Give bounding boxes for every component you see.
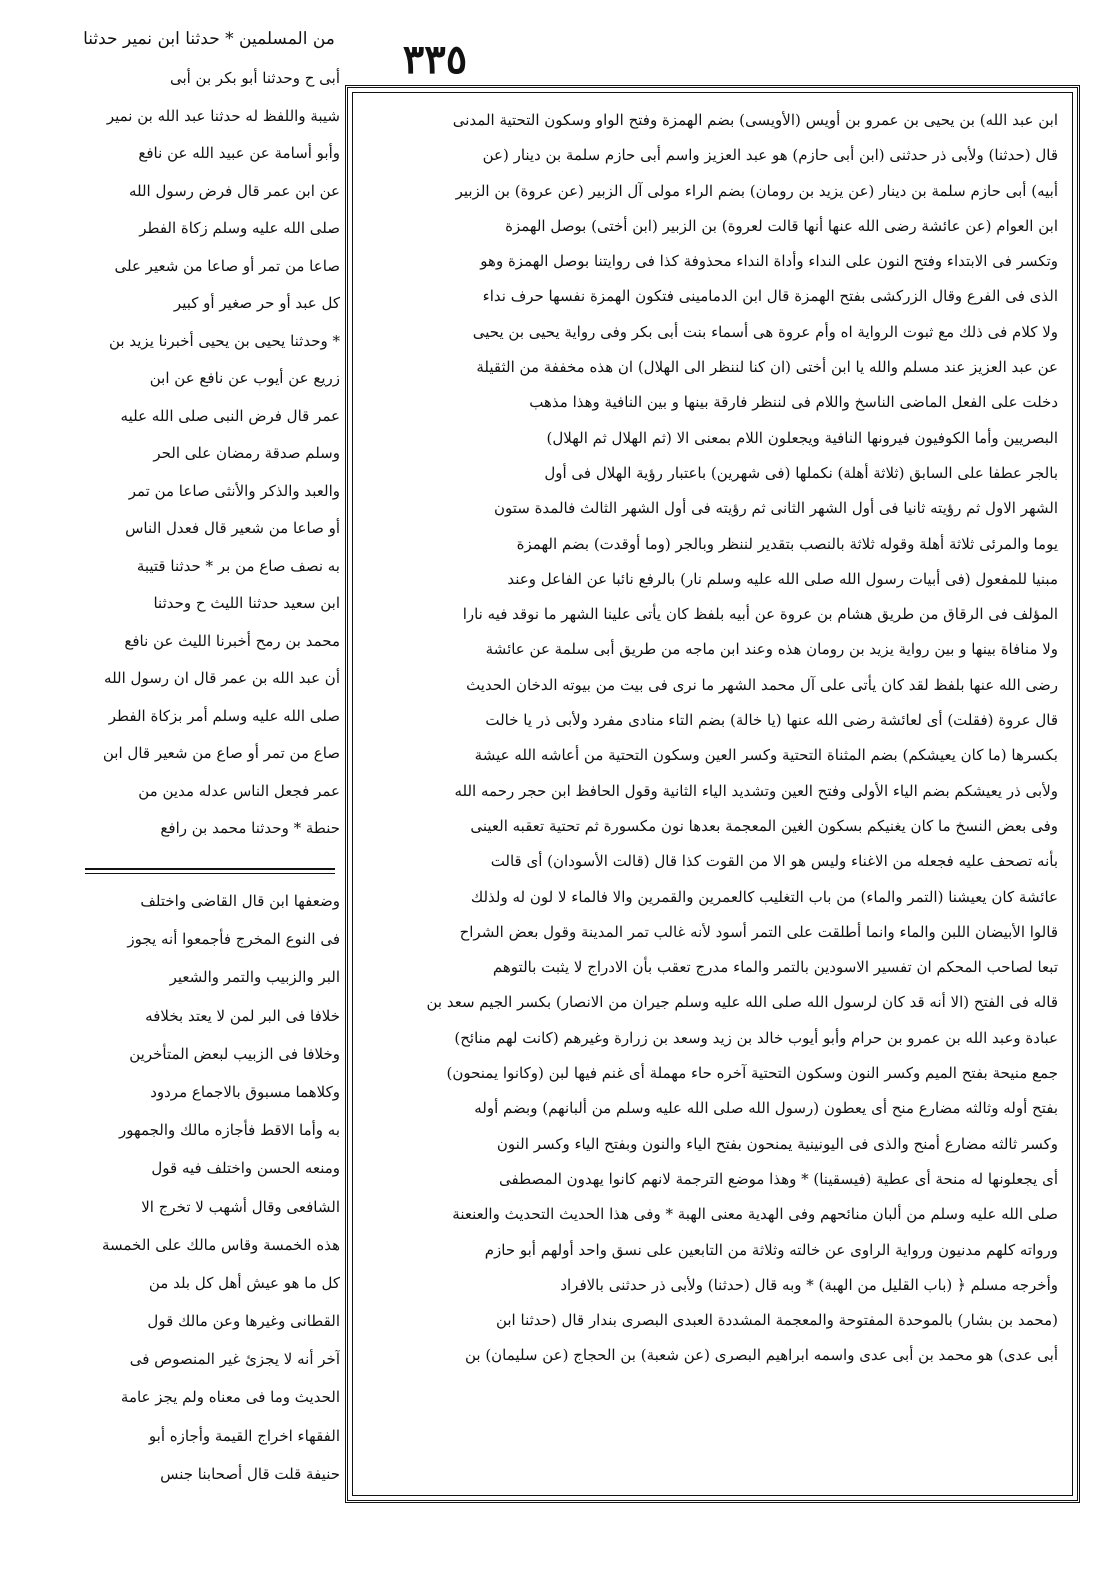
side-commentary-line: آخر أنه لا يجزئ غير المنصوص فى [129,1350,340,1369]
side-text-line: صلى الله عليه وسلم زكاة الفطر [139,219,340,237]
page-number: ٣٣٥ [402,36,468,83]
main-text-line: عبادة وعبد الله بن عمرو بن حرام وأبو أيوب خالد بن زيد وسعد بن زرارة وغيرهم (كانت لهم منائح) [454,1028,1058,1047]
side-text-line: أو صاعا من شعير قال فعدل الناس [125,519,340,537]
side-commentary-line: الحديث وما فى معناه ولم يجز عامة [120,1388,340,1407]
side-text-line: حنطة * وحدثنا محمد بن رافع [160,819,340,837]
side-text-line: محمد بن رمح أخبرنا الليث عن نافع [124,631,340,650]
main-text-line: جمع منيحة بفتح الميم وكسر النون وسكون التحتية آخره حاء مهملة أى غنم فيها لبن (وكانوا يمنحون) [446,1064,1058,1083]
side-header: من المسلمين * حدثنا ابن نمير حدثنا [83,29,335,49]
side-text-line: عمر قال فرض النبى صلى الله عليه [120,406,340,425]
side-commentary-line: وضعفها ابن قال القاضى واختلف [140,892,340,910]
main-text-frame [345,85,1080,1503]
side-text-line: كل عبد أو حر صغير أو كبير [173,294,340,312]
main-text-line: بفتح أوله وثالثه مضارع منح أى يعطون (رسول الله صلى الله عليه وسلم من ألبانهم) وبضم أوله [474,1099,1058,1118]
side-commentary-line: وخلافا فى الزبيب لبعض المتأخرين [129,1044,340,1063]
main-text-line: عن عبد العزيز عند مسلم والله يا ابن أختى (ان كنا لننظر الى الهلال) ان هذه مخففة من الثقيلة [476,358,1058,377]
side-commentary-line: هذه الخمسة وقاس مالك على الخمسة [101,1235,340,1254]
main-text-line: (محمد بن بشار) بالموحدة المفتوحة والمعجمة المشددة العبدى البصرى بندار قال (حدثنا ابن [495,1311,1058,1330]
main-text-line: مبنيا للمفعول (فى أبيات رسول الله صلى الله عليه وسلم نار) بالرفع نائبا عن الفاعل وعند [507,569,1058,588]
side-column-bottom [78,882,340,1522]
main-text-line: ابن العوام (عن عائشة رضى الله عنها أنها قالت لعروة) بن الزبير (ابن أختى) بوصل الهمزة [505,216,1058,235]
side-divider-thin [85,873,335,874]
side-text-line: أن عبد الله بن عمر قال ان رسول الله [104,669,340,687]
main-text-line: تبعا لصاحب المحكم ان تفسير الاسودين بالتمر والماء مدرج تعقب بأن الادراج لا يثبت بالتوهم [492,958,1058,977]
main-text-line: الذى فى الفرع وقال الزركشى بفتح الهمزة قال ابن الدمامينى فتكون الهمزة نفسها حرف نداء [482,287,1058,306]
main-text-line: أى يجعلونها له منحة أى عطية (فيسقينا) * وهذا موضع الترجمة لانهم كانوا يهدون المصطفى [499,1169,1058,1188]
side-text-line: صاع من تمر أو صاع من شعير قال ابن [102,744,340,762]
main-text-line: قالوا الأبيضان اللبن والماء وانما أطلقت على التمر أسود لأنه غالب تمر المدينة وقول بعض الشراح [459,922,1058,941]
side-text-line: شيبة واللفظ له حدثنا عبد الله بن نمير [106,106,340,125]
main-text-body [352,92,1073,1496]
side-commentary-line: القطانى وغيرها وعن مالك قول [147,1312,340,1331]
main-text-line: أبيه) أبى حازم سلمة بن دينار (عن يزيد بن رومان) بضم الراء مولى آل الزبير (عن عروة) بن الزبير [455,181,1058,200]
main-text-line: رضى الله عنها بلفظ لقد كان يأتى على آل محمد الشهر ما نرى فى بيت من بيوته الدخان الحديث [466,675,1058,694]
main-text-line: وأخرجه مسلم ﴿ (باب القليل من الهبة) * وبه قال (حدثنا) ولأبى ذر حدثنى بالافراد [560,1275,1058,1294]
main-text-line: دخلت على الفعل الماضى الناسخ واللام فى لننظر فارقة بينها و بين النافية وهذا مذهب [529,393,1058,412]
side-text-line: به نصف صاع من بر * حدثنا قتيبة [136,556,340,575]
main-text-line: صلى الله عليه وسلم من ألبان منائحهم وفى الهدية معنى الهبة * وفى هذا الحديث التحديث والعنعنة [452,1205,1058,1224]
side-text-line: عن ابن عمر قال فرض رسول الله [128,181,340,200]
main-text-line: وفى بعض النسخ ما كان يغنيكم بسكون الغين المعجمة بعدها نون مكسورة ثم تحتية تعقبه العينى [470,816,1058,835]
side-commentary-line: البر والزبيب والتمر والشعير [169,968,340,987]
side-commentary-line: الشافعى وقال أشهب لا تخرج الا [141,1197,340,1216]
side-text-line: والعبد والذكر والأنثى صاعا من تمر [128,481,340,500]
main-text-line: قاله فى الفتح (الا أنه قد كان لرسول الله صلى الله عليه وسلم جيران من الانصار) بكسر الجيم سعد بن [426,993,1058,1012]
side-commentary-line: كل ما هو عيش أهل كل بلد من [148,1273,340,1292]
main-text-line: بالجر عطفا على السابق (ثلاثة أهلة) نكملها (فى شهرين) باعتبار رؤية الهلال فى أول [544,463,1058,482]
main-text-line: البصريين وأما الكوفيون فيرونها النافية ويجعلون اللام بمعنى الا (ثم الهلال ثم الهلال) [546,428,1058,447]
main-text-line: الشهر الاول ثم رؤيته ثانيا فى أول الشهر الثانى ثم رؤيته فى أول الشهر الثالث فالمدة ستون [493,499,1058,518]
main-text-line: المؤلف فى الرقاق من طريق هشام بن عروة عن أبيه بلفظ كان يأتى علينا الشهر ما نوقد فيه نارا [462,605,1058,624]
main-text-line: ورواته كلهم مدنيون ورواية الراوى عن خالته وثلاثة من التابعين على نسق واحد أولهم أبو حازم [484,1240,1058,1259]
main-text-line: ابن عبد الله) بن يحيى بن عمرو بن أويس (الأويسى) بضم الهمزة وفتح الواو وسكون التحتية المدنى [452,111,1058,129]
main-text-line: قال عروة (فقلت) أى لعائشة رضى الله عنها (يا خالة) بضم التاء منادى مفرد ولأبى ذر يا خالت [485,711,1058,730]
side-text-line: عمر فجعل الناس عدله مدين من [138,781,340,800]
main-text-line: وتكسر فى الابتداء وفتح النون على النداء وأداة النداء محذوفة كذا فى روايتنا بوصل الهمزة وهو [480,252,1058,271]
main-text-line: وكسر ثالثه مضارع أمنح والذى فى اليونينية يمنحون بفتح الياء والنون وبفتح الياء وكسر النون [496,1134,1058,1153]
side-divider [85,868,335,870]
side-text-line: صلى الله عليه وسلم أمر بزكاة الفطر [108,706,340,725]
side-commentary-line: وكلاهما مسبوق بالاجماع مردود [150,1082,340,1101]
main-text-line: ولا كلام فى ذلك مع ثبوت الرواية اه وأم عروة هى أسماء بنت أبى بكر وفى رواية يحيى بن يحيى [472,322,1058,341]
side-commentary-line: الفقهاء اخراج القيمة وأجازه أبو [148,1426,340,1445]
main-text-line: بكسرها (ما كان يعيشكم) بضم المثناة التحتية وكسر العين وسكون التحتية من أعاشه الله عيشة [474,746,1058,765]
side-text-line: أبى ح وحدثنا أبو بكر بن أبى [169,69,340,87]
side-text-line: وأبو أسامة عن عبيد الله عن نافع [138,144,340,162]
side-commentary-line: به وأما الاقط فأجازه مالك والجمهور [119,1121,340,1140]
main-text-line: ولا منافاة بينها و بين رواية يزيد بن رومان هذه وعند ابن ماجه من طريق أبى سلمة عن عائشة [485,640,1058,659]
side-commentary-line: فى النوع المخرج فأجمعوا أنه يجوز [127,930,340,949]
main-text-line: قال (حدثنا) ولأبى ذر حدثنى (ابن أبى حازم) هو عبد العزيز واسم أبى حازم سلمة بن دينار (عن [482,146,1058,165]
side-column-top [78,60,340,850]
side-text-line: * وحدثنا يحيى بن يحيى أخبرنا يزيد بن [109,331,340,350]
main-text-line: يوما والمرئى ثلاثة أهلة وقوله ثلاثة بالنصب بتقدير لننظر وبالجر (وما أوقدت) بضم الهمزة [516,534,1058,553]
side-text-line: ابن سعيد حدثنا الليث ح وحدثنا [153,594,340,612]
side-commentary-line: ومنعه الحسن واختلف فيه قول [151,1159,340,1178]
main-text-line: بأنه تصحف عليه فجعله من الاغناء وليس هو الا من القوت كذا قال (قالت الأسودان) أى قالت [490,852,1058,871]
side-commentary-line: خلافا فى البر لمن لا يعتد بخلافه [145,1006,340,1025]
side-text-line: وسلم صدقة رمضان على الحر [153,444,340,462]
main-text-line: أبى عدى) هو محمد بن أبى عدى واسمه ابراهيم البصرى (عن شعبة) بن الحجاج (عن سليمان) بن [464,1346,1058,1365]
main-text-line: ولأبى ذر يعيشكم بضم الياء الأولى وفتح العين وتشديد الياء الثانية وقول الحافظ ابن حجر رحمه الله [454,781,1058,800]
side-commentary-line: حنيفة قلت قال أصحابنا جنس [160,1464,340,1483]
side-text-line: صاعا من تمر أو صاعا من شعير على [114,256,340,275]
side-text-line: زريع عن أيوب عن نافع عن ابن [149,369,340,387]
main-text-line: عائشة كان يعيشنا (التمر والماء) من باب التغليب كالعمرين والقمرين والا فالماء لا لون له ولذلك [470,887,1058,906]
